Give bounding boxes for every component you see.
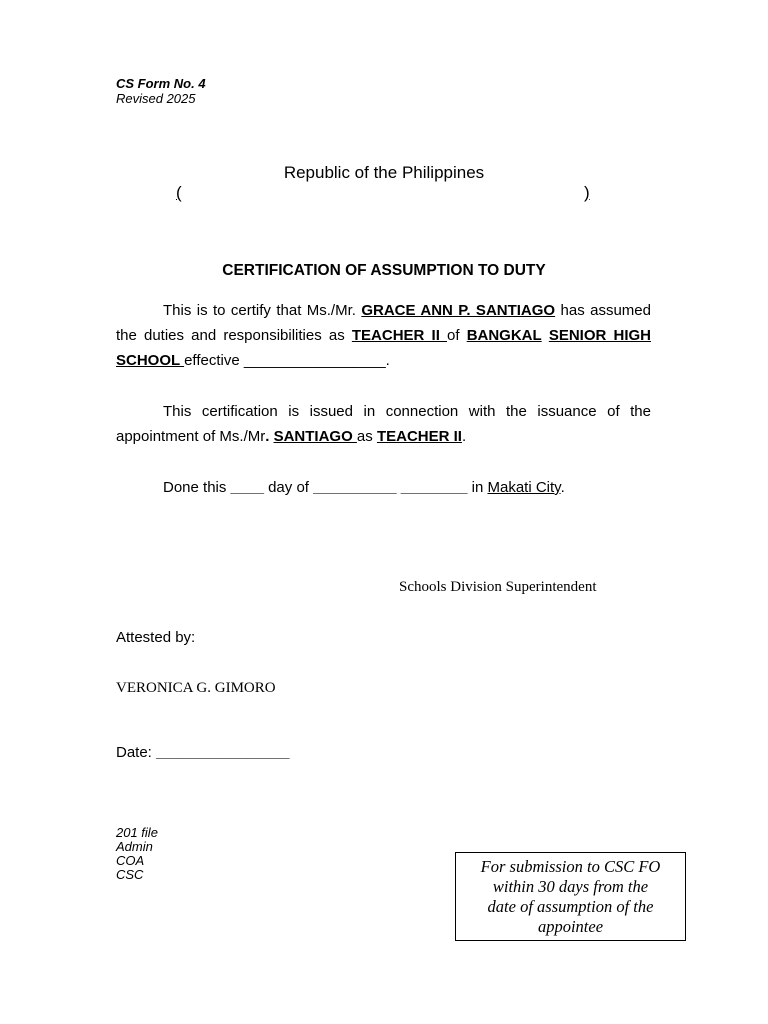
para2-text-b: as [356,428,377,445]
position-title: TEACHER II [351,327,448,344]
para3-text-d: . [560,479,565,496]
para1-text-c: of [447,327,467,344]
para1-text-a: This is to certify that Ms./Mr. [163,302,362,319]
revision-date: Revised 2025 [116,91,196,106]
date-line [116,744,290,761]
document-title: CERTIFICATION OF ASSUMPTION TO DUTY [222,262,546,279]
issuance-paragraph [116,399,651,449]
para2-text-c: . [461,428,467,445]
para2-text-a: This certification is issued in connection with the issuance of the appointment of Ms./Mr [116,403,651,445]
submission-note-box [455,852,686,941]
day-blank: ____ [230,479,264,496]
position-title-2: TEACHER II [376,428,462,445]
signatory-title: Schools Division Superintendent [399,579,597,595]
para1-text-b: has assumed the duties and responsibilities as [116,302,651,344]
school-name-part2: SENIOR HIGH SCHOOL [116,327,652,369]
effective-date-blank: _________________ [243,352,386,369]
distribution-item: Admin [116,839,153,854]
attested-label: Attested by: [116,629,196,646]
month-blank: __________ [313,479,397,496]
distribution-item: 201 file [116,825,158,840]
form-number: CS Form No. 4 [116,76,206,91]
place-name: Makati City [487,479,561,496]
distribution-list [116,826,158,882]
distribution-item: CSC [116,867,144,882]
date-blank: ________________ [156,744,290,761]
para2-dot: . [265,428,270,445]
note-line: date of assumption of the [487,897,654,916]
para1-text-e: . [385,352,390,369]
agency-bracket-close: ) [584,183,590,202]
school-name-part1: BANGKAL [466,327,542,344]
republic-heading: Republic of the Philippines [283,163,485,182]
certification-paragraph [116,298,651,373]
para3-text-a: Done this [163,479,231,496]
para3-text-c: in [467,479,488,496]
para1-text-d: effective [184,352,244,369]
appointee-name: GRACE ANN P. SANTIAGO [361,302,556,319]
distribution-item: COA [116,853,145,868]
agency-bracket-open: ( [176,183,182,202]
note-line: For submission to CSC FO [480,857,661,876]
note-line: within 30 days from the [492,877,649,896]
note-line: appointee [537,917,604,936]
date-label: Date: [116,744,157,761]
done-paragraph [116,475,651,500]
appointee-surname: SANTIAGO [273,428,357,445]
year-blank: ________ [396,479,468,496]
attesting-officer-name: VERONICA G. GIMORO [116,680,276,696]
para3-text-b: day of [263,479,314,496]
